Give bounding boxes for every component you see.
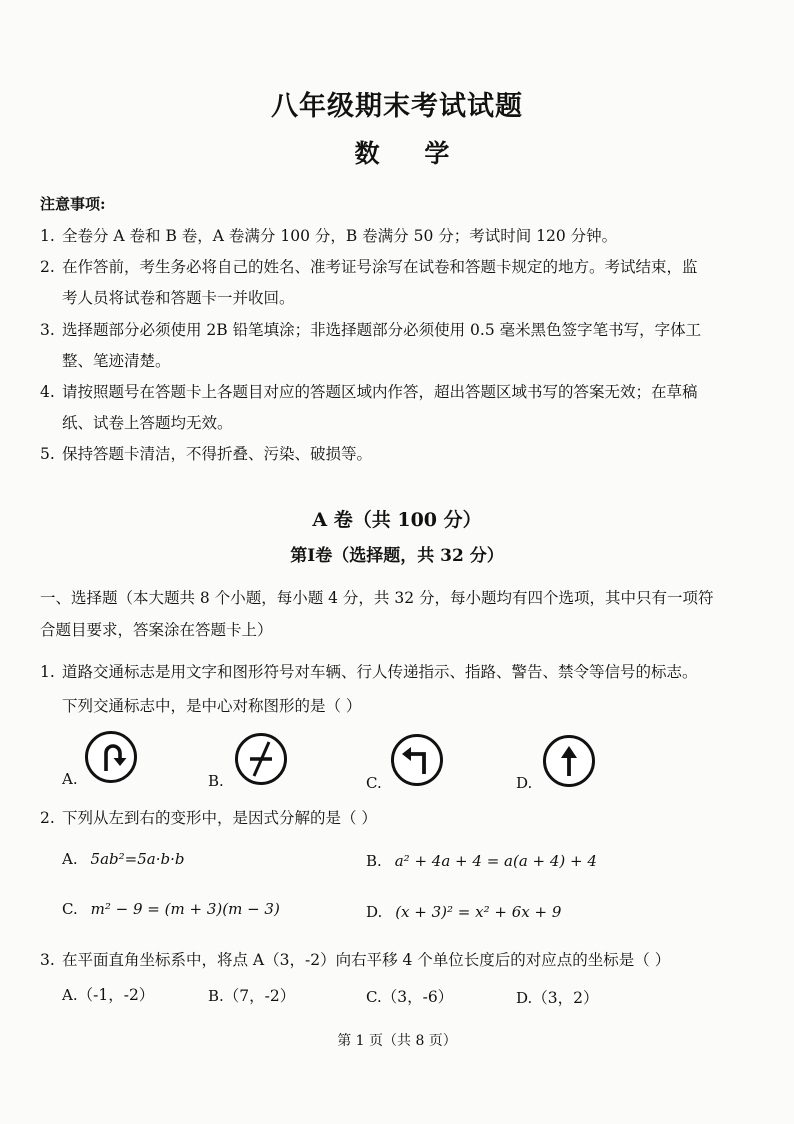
straight-ahead-sign-icon <box>542 734 596 788</box>
question-1-prompt: 下列交通标志中，是中心对称图形的是（ ） <box>62 697 362 715</box>
u-turn-sign-icon <box>84 730 138 784</box>
question-1-text: 1. 道路交通标志是用文字和图形符号对车辆、行人传递指示、指路、警告、禁令等信号的标志。 <box>40 663 698 681</box>
q2-option-c: C. m² − 9 = (m + 3)(m − 3) <box>62 900 280 918</box>
question-2-text: 2. 下列从左到右的变形中，是因式分解的是（ ） <box>40 809 377 827</box>
q2-option-d: D. (x + 3)² = x² + 6x + 9 <box>366 903 562 921</box>
note-item-3: 3. 选择题部分必须使用 2B 铅笔填涂；非选择题部分必须使用 0.5 毫米黑色签字笔书写，字体工 <box>40 321 702 339</box>
q1-option-d-label: D. <box>516 774 533 792</box>
q1-option-a-label: A. <box>62 770 78 788</box>
page-footer: 第 1 页（共 8 页） <box>337 1033 457 1049</box>
q3-option-a: A.（-1，-2） <box>62 986 155 1004</box>
q3-option-c: C.（3，-6） <box>366 988 454 1006</box>
notes-heading: 注意事项: <box>40 195 106 213</box>
section-i-heading: 第Ⅰ卷（选择题，共 32 分） <box>290 546 504 566</box>
note-item-1: 1. 全卷分 A 卷和 B 卷，A 卷满分 100 分，B 卷满分 50 分；考试时间 120 分钟。 <box>40 227 618 245</box>
no-straight-slash-sign-icon <box>234 732 288 786</box>
note-item-4: 4. 请按照题号在答题卡上各题目对应的答题区域内作答，超出答题区域书写的答案无效；在草稿 <box>40 383 698 401</box>
note-item-2: 2. 在作答前，考生务必将自己的姓名、准考证号涂写在试卷和答题卡规定的地方。考试结束，监 <box>40 258 698 276</box>
q1-option-c-label: C. <box>366 774 382 792</box>
q3-option-d: D.（3，2） <box>516 989 599 1007</box>
part1-instructions-line1: 一、选择题（本大题共 8 个小题，每小题 4 分，共 32 分，每小题均有四个选项，其中只有一项符 <box>40 589 714 607</box>
note-item-5: 5. 保持答题卡清洁，不得折叠、污染、破损等。 <box>40 445 373 463</box>
part1-instructions-line2: 合题目要求，答案涂在答题卡上） <box>40 621 273 639</box>
question-3-text: 3. 在平面直角坐标系中，将点 A（3，-2）向右平移 4 个单位长度后的对应点的坐标是（ ） <box>40 951 671 969</box>
exam-title: 八年级期末考试试题 <box>271 91 523 122</box>
note-item-3-cont: 整、笔迹清楚。 <box>62 352 171 370</box>
exam-subject: 数 学 <box>354 139 468 168</box>
q1-option-b-label: B. <box>208 772 224 790</box>
left-turn-sign-icon <box>390 733 444 787</box>
q2-option-b: B. a² + 4a + 4 = a(a + 4) + 4 <box>366 852 597 870</box>
q3-option-b: B.（7，-2） <box>208 987 296 1005</box>
note-item-2-cont: 考人员将试卷和答题卡一并收回。 <box>62 289 295 307</box>
section-a-heading: A 卷（共 100 分） <box>312 509 482 531</box>
note-item-4-cont: 纸、试卷上答题均无效。 <box>62 414 233 432</box>
q2-option-a: A. 5ab²=5a·b·b <box>62 850 185 868</box>
